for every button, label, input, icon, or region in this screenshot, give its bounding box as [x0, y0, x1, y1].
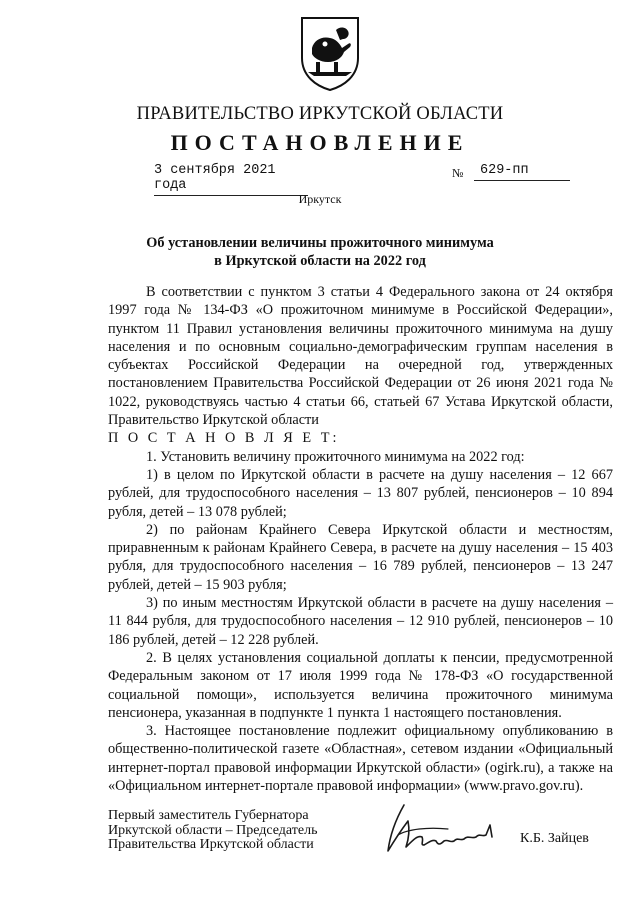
item-1: 1. Установить величину прожиточного минимума на 2022 год: [146, 448, 525, 465]
item-3: 3. Настоящее постановление подлежит официальному опубликованию в общественно-политической газете «Областная», сетевом издании «Официальный интернет-портал правовой информации Иркутской области» (ogirk.ru), а также на «Официальном интернет-портале правовой информации» (www.pravo.gov.ru). [108, 723, 613, 795]
document-type: ПОСТАНОВЛЕНИЕ [170, 130, 470, 155]
preamble-paragraph: В соответствии с пунктом 3 статьи 4 Федерального закона от 24 октября 1997 года № 134-ФЗ «О прожиточном минимуме в Российской Федерации», пунктом 11 Правил установления величины прожиточного минимума на душу населения и по основным социально-демографическим группам населения в субъектах Российской Федерации на очередной год, утвержденных постановлением Правительства Российской Федерации от 26 июня 2021 года № 1022, руководствуясь частью 4 статьи 66, статьей 67 Устава Иркутской области, Правительство Иркутской области [108, 284, 613, 429]
item-1-1: 1) в целом по Иркутской области в расчете на душу населения – 12 667 рублей, для трудоспособного населения – 13 807 рублей, пенсионеров – 10 894 рубля, детей – 13 078 рублей; [108, 466, 613, 520]
government-name: ПРАВИТЕЛЬСТВО ИРКУТСКОЙ ОБЛАСТИ [136, 104, 504, 124]
coat-of-arms-icon [296, 14, 364, 92]
signatory-role-line-2: Иркутской области – Председатель [108, 822, 318, 838]
city: Иркутск [298, 192, 342, 206]
item-1-3: 3) по иным местностям Иркутской области в расчете на душу населения – 11 844 рубля, для трудоспособного населения – 12 910 рублей, пенсионеров – 10 186 рублей, детей – 12 228 рублей. [108, 595, 613, 648]
document-title [0, 234, 640, 270]
document-number: 629-пп [474, 163, 570, 181]
title-line-2: в Иркутской области на 2022 год [214, 253, 426, 269]
item-1-2: 2) по районам Крайнего Севера Иркутской области и местностям, приравненным к районам Крайнего Севера, в расчете на душу населения – 15 403 рубля, для трудоспособного населения – 16 789 рублей, пенсионеров – 13 247 рублей, детей – 15 903 рубля; [108, 521, 613, 593]
signatory-role-line-1: Первый заместитель Губернатора [108, 808, 309, 823]
item-2: 2. В целях установления социальной доплаты к пенсии, предусмотренной Федеральным законом от 17 июля 1999 года № 178-ФЗ «О государственной социальной помощи», используется величина прожиточного минимума пенсионера, указанная в подпункте 1 пункта 1 настоящего постановления. [108, 649, 613, 721]
signatory-role-line-3: Правительства Иркутской области [108, 837, 314, 852]
document-body [108, 283, 613, 795]
handwritten-signature [378, 795, 508, 865]
document-date: 3 сентября 2021 года [154, 163, 308, 196]
signatory-name: К.Б. Зайцев [520, 831, 589, 846]
number-label: № [452, 166, 464, 180]
decree-word: П О С Т А Н О В Л Я Е Т: [108, 430, 340, 447]
signatory-role [108, 809, 317, 853]
title-line-1: Об установлении величины прожиточного минимума [146, 235, 494, 251]
